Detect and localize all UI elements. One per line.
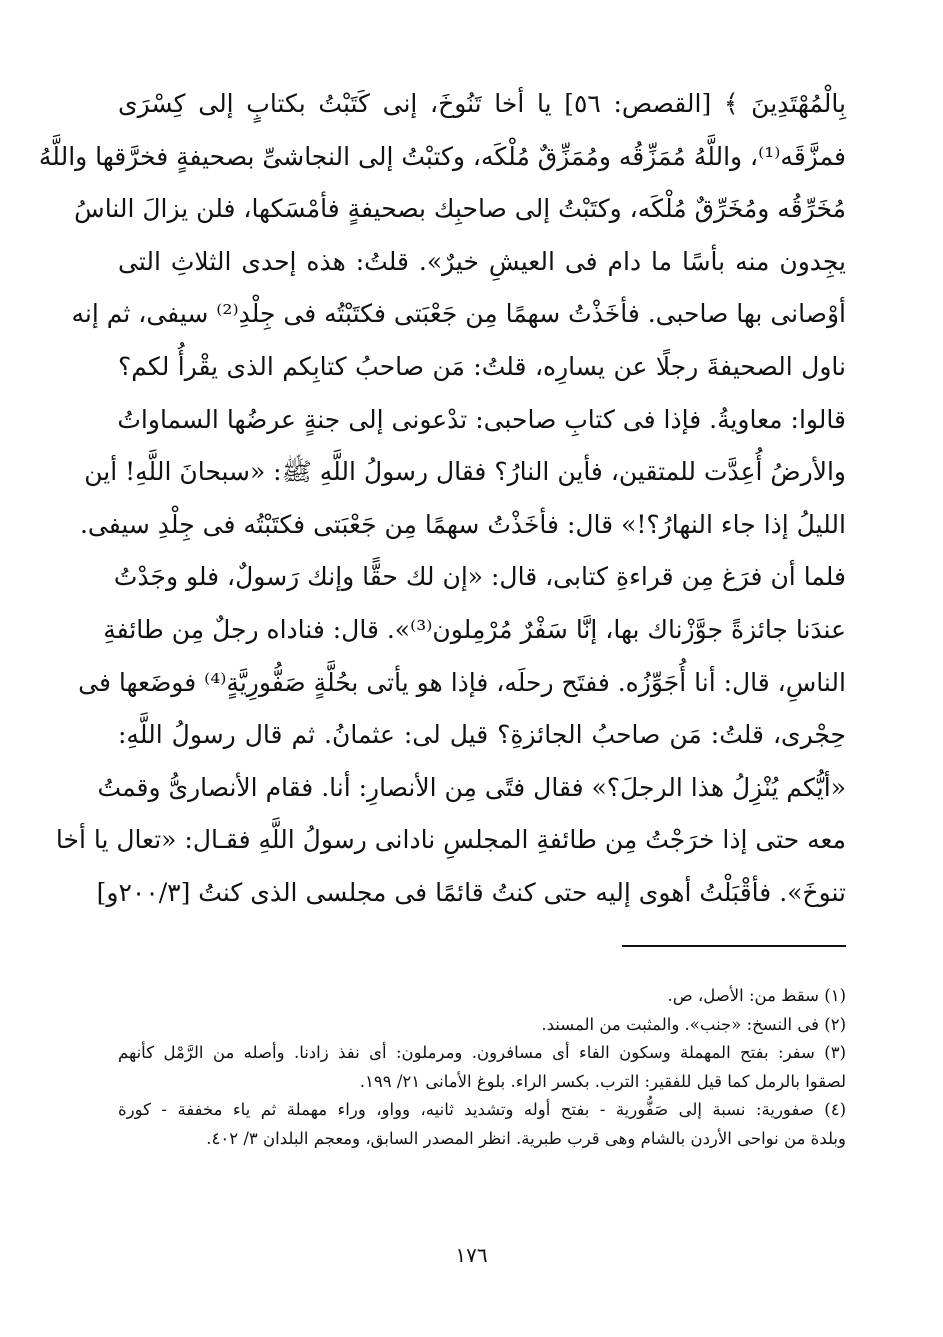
text-line: الليلُ إذا جاء النهارُ؟!» قال: فأخَذْتُ سهمًا مِن جَعْبَتى فكتَبْتُه فى جِلْدِ سيفى. (79, 509, 846, 539)
footnote-line: (٤) صفورية: نسبة إلى صَفُّورية - بفتح أوله وتشديد ثانيه، وواو، وراء مهملة ثم ياء مخففة - كورة (118, 1100, 846, 1120)
text-line: ناول الصحيفةَ رجلًا عن يسارِه، قلتُ: مَن صاحبُ كتابِكم الذى يقْرأُ لكم؟ (118, 351, 846, 381)
footnote-line: (١) سقط من: الأصل، ص. (667, 986, 846, 1005)
text-line: مُخَرِّقُه ومُخَرِّقٌ مُلْكَه، وكتَبْتُ إلى صاحبِك بصحيفةٍ فأمْسَكها، فلن يزالَ الناسُ (74, 194, 846, 224)
footnotes-block (118, 982, 846, 1154)
text-line: أوْصانى بها صاحبى. فأخَذْتُ سهمًا مِن جَعْبَتى فكتَبْتُه فى جِلْدِ⁽²⁾ سيفى، ثم إنه (71, 299, 846, 329)
text-line: بِالْمُهْتَدِينَ ﴾ [القصص: ٥٦] يا أخا تَنُوخَ، إنى كَتَبْتُ بكتابٍ إلى كِسْرَى (118, 89, 846, 118)
text-line: حِجْرى، قلتُ: مَن صاحبُ الجائزةِ؟ قيل لى: عثمانُ. ثم قال رسولُ اللَّهِ: (118, 720, 846, 750)
text-line: فمزَّقَه⁽¹⁾، واللَّهُ مُمَزِّقُه ومُمَزِّقٌ مُلْكَه، وكتبْتُ إلى النجاشىِّ بصحيفةٍ فخرَّقها واللَّهُ (38, 141, 846, 171)
footnote-separator (622, 945, 846, 947)
footnote-line: (٢) فى النسخ: «جنب». والمثبت من المسند. (541, 1014, 846, 1034)
main-text-block (38, 78, 846, 920)
text-line: عندَنا جائزةً جوَّزْناك بها، إنَّا سَفْرٌ مُرْمِلون⁽³⁾». قال: فناداه رجلٌ مِن طائفةِ (103, 614, 846, 644)
footnote-line: (٣) سفر: بفتح المهملة وسكون الفاء أى مسافرون. ومرملون: أى نفذ زادنا. وأصله من الرَّمْل كأنهم (118, 1043, 846, 1063)
text-line: فلما أن فرَغ مِن قراءةِ كتابى، قال: «إن لك حقًّا وإنك رَسولٌ، فلو وجَدْتُ (113, 562, 846, 592)
text-line: «أيُّكم يُنْزِلُ هذا الرجلَ؟» فقال فتًى مِن الأنصارِ: أنا. فقام الأنصارىُّ وقمتُ (97, 772, 846, 802)
text-line: يجِدون منه بأسًا ما دام فى العيشِ خيرٌ». قلتُ: هذه إحدى الثلاثِ التى (118, 246, 846, 276)
footnote-line: لصقوا بالرمل كما قيل للفقير: الترب. بكسر الراء. بلوغ الأمانى ٢١/ ١٩٩. (359, 1071, 846, 1091)
footnote-line: وبلدة من نواحى الأردن بالشام وهى قرب طبرية. انظر المصدر السابق، ومعجم البلدان ٣/ ٤٠٢. (206, 1128, 846, 1148)
text-line: معه حتى إذا خرَجْتُ مِن طائفةِ المجلسِ نادانى رسولُ اللَّهِ فقـال: «تعال يا أخا (55, 825, 846, 855)
text-line: قالوا: معاويةُ. فإذا فى كتابِ صاحبى: تدْعونى إلى جنةٍ عرضُها السماواتُ (117, 404, 846, 434)
text-line: والأرضُ أُعِدَّت للمتقين، فأين النارُ؟ فقال رسولُ اللَّهِ ﷺ: «سبحانَ اللَّهِ! أين (84, 457, 846, 487)
text-line: الناسِ، قال: أنا أُجَوِّزُه. ففتَح رحلَه، فإذا هو يأتى بحُلَّةٍ صَفُّورِيَّةٍ⁽⁴⁾ فوضَعها فى (78, 667, 846, 697)
page-number: ١٧٦ (455, 1243, 488, 1267)
text-line: تنوخَ». فأقْبَلْتُ أهوى إليه حتى كنتُ قائمًا فى مجلسى الذى كنتُ [٢٠٠/٣و] (96, 877, 846, 907)
